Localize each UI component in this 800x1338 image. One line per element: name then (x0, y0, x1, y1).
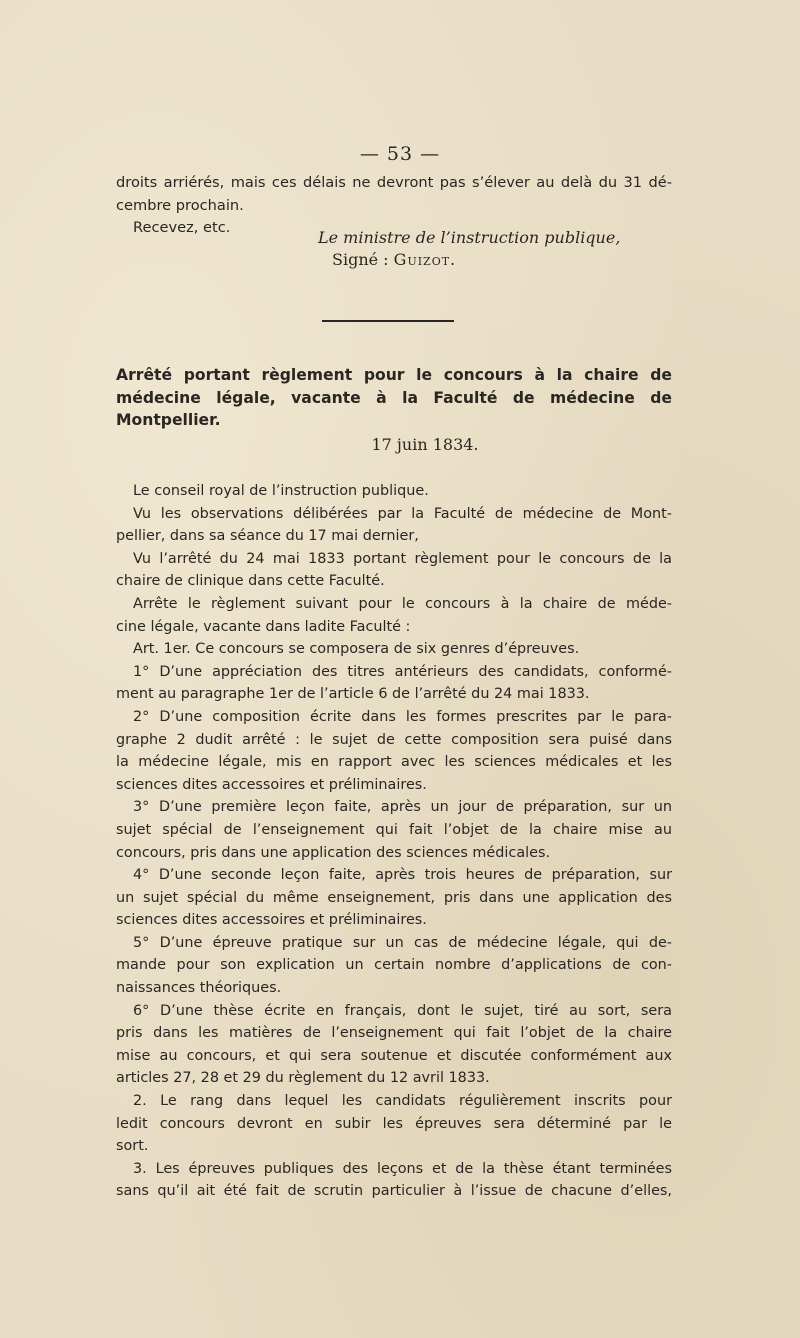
body-line: 2° D’une composition écrite dans les formes prescrites par le para- (133, 708, 672, 725)
body-line: 3. Les épreuves publiques des leçons et de la thèse étant terminées (133, 1160, 672, 1177)
heading-line: Arrêté portant règlement pour le concours à la chaire de (116, 366, 672, 384)
decree-date: 17 juin 1834. (371, 435, 479, 454)
body-line: Le conseil royal de l’instruction publique. (133, 483, 429, 499)
page-number: — 53 — (359, 143, 441, 165)
body-line: mande pour son explication un certain nombre d’applications de con- (116, 957, 672, 974)
body-line: articles 27, 28 et 29 du règlement du 12 avril 1833. (116, 1070, 490, 1087)
signature-surname: Guizot. (393, 250, 457, 269)
intro-line: droits arriérés, mais ces délais ne devront pas s’élever au delà du 31 dé- (116, 174, 672, 191)
body-line: Arrête le règlement suivant pour le concours à la chaire de méde- (133, 595, 672, 612)
decree-body (116, 480, 672, 1203)
body-line: sujet spécial de l’enseignement qui fait l’objet de la chaire mise au (116, 821, 672, 838)
body-line: 1° D’une appréciation des titres antérieurs des candidats, conformé- (133, 663, 672, 680)
body-line: sort. (116, 1138, 149, 1155)
body-line: 6° D’une thèse écrite en français, dont le sujet, tiré au sort, sera (133, 1002, 672, 1019)
body-line: Art. 1er. Ce concours se composera de six genres d’épreuves. (133, 641, 580, 658)
decree-heading (116, 364, 672, 432)
body-line: ment au paragraphe 1er de l’article 6 de l’arrêté du 24 mai 1833. (116, 686, 590, 703)
body-line: 4° D’une seconde leçon faite, après trois heures de préparation, sur (133, 867, 672, 884)
body-line: Vu les observations délibérées par la Faculté de médecine de Mont- (133, 505, 672, 522)
body-line: ledit concours devront en subir les épreuves sera déterminé par le (116, 1115, 672, 1132)
intro-line: Recevez, etc. (133, 219, 231, 237)
signature-name (332, 250, 456, 269)
body-line: un sujet spécial du même enseignement, pris dans une application des (116, 889, 672, 906)
body-line: chaire de clinique dans cette Faculté. (116, 573, 385, 590)
body-line: mise au concours, et qui sera soutenue et discutée conformément aux (116, 1047, 672, 1064)
heading-line: Montpellier. (116, 411, 221, 430)
body-line: sciences dites accessoires et préliminaires. (116, 776, 427, 793)
signature-title: Le ministre de l’instruction publique, (318, 228, 621, 247)
body-line: pris dans les matières de l’enseignement qui fait l’objet de la chaire (116, 1025, 672, 1042)
body-line: Vu l’arrêté du 24 mai 1833 portant règlement pour le concours de la (133, 550, 672, 567)
body-line: graphe 2 dudit arrêté : le sujet de cette composition sera puisé dans (116, 731, 672, 748)
body-line: la médecine légale, mis en rapport avec les sciences médicales et les (116, 754, 672, 771)
body-line: cine légale, vacante dans ladite Faculté : (116, 618, 411, 635)
body-line: sans qu’il ait été fait de scrutin particulier à l’issue de chacune d’elles, (116, 1183, 672, 1200)
body-line: 2. Le rang dans lequel les candidats régulièrement inscrits pour (133, 1093, 672, 1110)
body-line: naissances théoriques. (116, 980, 282, 997)
body-line: 5° D’une épreuve pratique sur un cas de médecine légale, qui de- (133, 934, 672, 951)
body-line: 3° D’une première leçon faite, après un jour de préparation, sur un (133, 799, 672, 816)
section-divider (322, 320, 454, 322)
intro-line: cembre prochain. (116, 196, 244, 214)
body-line: concours, pris dans une application des sciences médicales. (116, 844, 551, 861)
signature-prefix: Signé : (332, 250, 394, 269)
body-line: pellier, dans sa séance du 17 mai dernier, (116, 528, 419, 545)
heading-line: médecine légale, vacante à la Faculté de médecine de (116, 388, 672, 407)
body-line: sciences dites accessoires et préliminaires. (116, 912, 427, 929)
